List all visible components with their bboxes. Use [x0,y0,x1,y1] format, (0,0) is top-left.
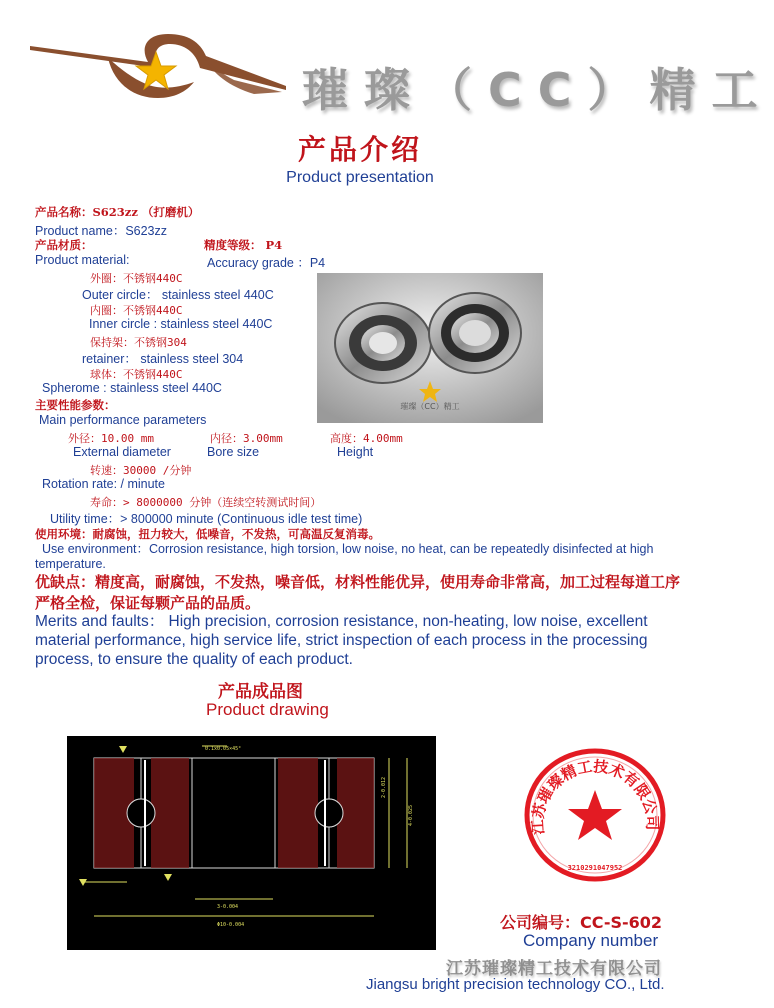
rotation-cn: 转速：30000 /分钟 [90,464,192,477]
company-name-en: Jiangsu bright precision technology CO., Ltd. [366,976,665,993]
environment-cn: 使用环境：耐腐蚀，扭力较大，低噪音，不发热，可高温反复消毒。 [35,527,380,541]
outer-circle-cn: 外圈：不锈钢440C [90,272,183,285]
bore-size-cn: 内径：3.00mm [210,432,283,445]
photo-watermark: 璀璨（CC）精工 [400,402,460,411]
bearing-right-icon [429,293,521,373]
technical-drawing [67,736,436,950]
company-number-en: Company number [523,931,659,950]
merits-cn: 优缺点：精度高，耐腐蚀，不发热，噪音低，材料性能优异，使用寿命非常高，加工过程每道工序严格全检，保证每颗产品的品质。 [35,573,681,612]
page-title-cn: 产品介绍 [297,133,422,166]
brand-name: 璀璨（CC）精工 [302,63,774,117]
seal-number: 3210291047952 [567,864,623,872]
bearing-left-icon [335,303,431,383]
dim-bore: 3-0.004 [217,904,239,910]
dim-height-1: 2-0.012 [381,776,387,798]
material-en: Product material: [35,253,130,267]
rotation-en: Rotation rate: / minute [42,477,165,491]
environment-en: Use environment：Corrosion resistance, high torsion, low noise, no heat, can be repeatedly disinfected at high temperature. [35,542,654,571]
company-number-label: 公司编号：CC-S-602 [500,913,663,932]
drawing-title-en: Product drawing [206,700,329,719]
inner-circle-cn: 内圈：不锈钢440C [90,304,183,317]
dim-outer: Φ10-0.004 [217,922,245,928]
product-name-cn: 产品名称：S623zz （打磨机） [35,205,200,219]
spherome-cn: 球体：不锈钢440C [90,368,183,381]
dim-chamfer: 0.1x0.05×45° [205,746,242,752]
outer-circle-en: Outer circle： stainless steel 440C [82,288,274,302]
life-cn: 寿命：> 8000000 分钟（连续空转测试时间） [90,496,322,509]
height-cn: 高度：4.00mm [330,432,403,445]
outer-diameter-cn: 外径：10.00 mm [68,432,154,445]
bore-size-en: Bore size [207,445,260,459]
company-name-cn: 江苏璀璨精工技术有限公司 [446,959,662,979]
performance-en: Main performance parameters [39,413,207,427]
height-en: Height [337,445,374,459]
star-swoosh-logo-icon [28,28,290,100]
spherome-en: Spherome : stainless steel 440C [42,381,222,395]
dim-height-2: 4-0.025 [408,804,414,826]
seal-ring-text: 江苏璀璨精工技术有限公司 [528,757,662,836]
bearing-photo [317,273,543,423]
retainer-en: retainer： stainless steel 304 [82,352,244,366]
life-en: Utility time：> 800000 minute (Continuous idle test time) [50,512,363,526]
drawing-title-cn: 产品成品图 [218,682,303,702]
inner-circle-en: Inner circle : stainless steel 440C [89,317,273,331]
retainer-cn: 保持架：不锈钢304 [90,336,187,349]
company-seal-icon [523,746,667,884]
outer-diameter-en: External diameter [73,445,171,459]
material-cn: 产品材质： [35,238,93,252]
merits-en: Merits and faults： High precision, corrosion resistance, non-heating, low noise, excellent material performance, high service life, strict inspection of each process in the processing process, to ensure the quality of each product. [35,613,648,668]
product-name-en: Product name：S623zz [35,224,168,238]
performance-cn: 主要性能参数： [35,398,116,412]
grade-en: Accuracy grade ：P4 [207,256,326,270]
page-title-en: Product presentation [286,169,434,186]
grade-cn: 精度等级： P4 [204,238,283,252]
